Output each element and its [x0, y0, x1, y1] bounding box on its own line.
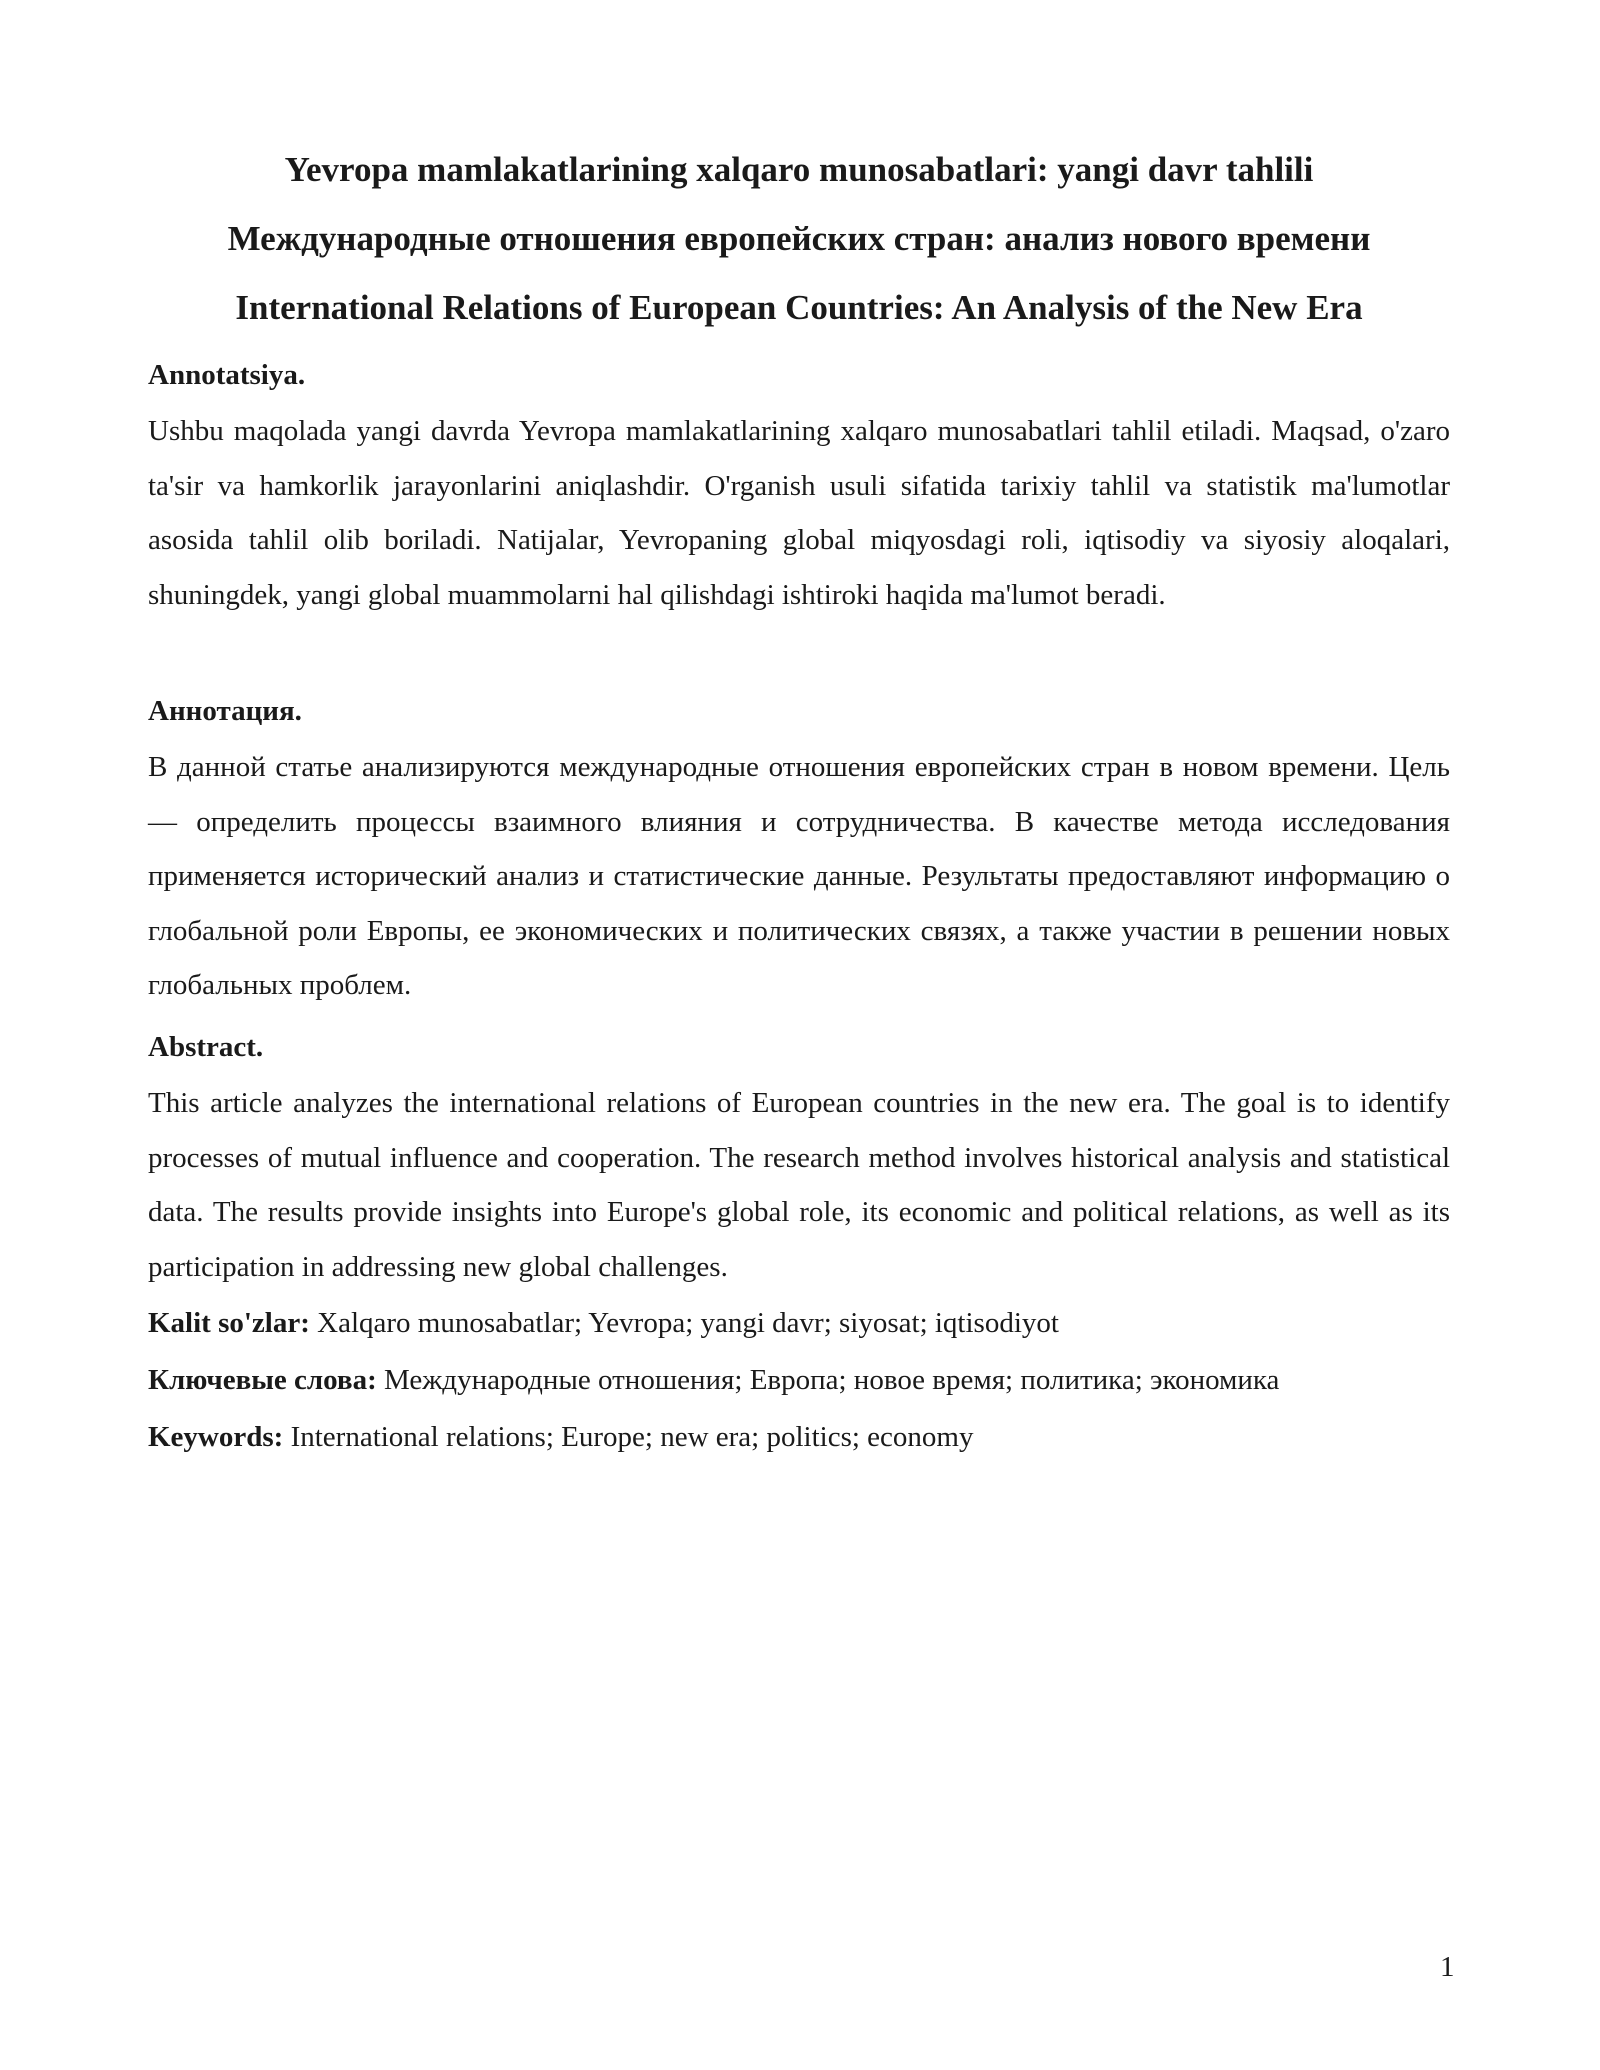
- page-number: 1: [1440, 1951, 1455, 1983]
- keywords-en-text: International relations; Europe; new era; politics; economy: [283, 1421, 974, 1453]
- keywords-en-label: Keywords:: [148, 1421, 284, 1453]
- keywords-en: [148, 1420, 973, 1454]
- keywords-uz: [148, 1306, 1059, 1340]
- keywords-uz-label: Kalit so'zlar:: [148, 1307, 310, 1339]
- abstract-en-heading: Abstract.: [148, 1031, 264, 1063]
- abstract-uz-text: Ushbu maqolada yangi davrda Yevropa mamlakatlarining xalqaro munosabatlari tahlil etiladi. Maqsad, o'zaro ta'sir va hamkorlik jarayonlarini aniqlashdir. O'rganish usuli sifatida tarixiy tahlil va statistik ma'lumotlar asosida tahlil olib boriladi. Natijalar, Yevropaning global miqyosdagi roli, iqtisodiy va siyosiy aloqalari, shuningdek, yangi global muammolarni hal qilishdagi ishtiroki haqida ma'lumot beradi.: [148, 415, 1450, 611]
- keywords-ru-label: Ключевые слова:: [148, 1364, 377, 1396]
- title-russian: Международные отношения европейских стран: анализ нового времени: [227, 219, 1371, 258]
- title-english: International Relations of European Countries: An Analysis of the New Era: [235, 288, 1363, 327]
- abstract-en-text: This article analyzes the international relations of European countries in the new era. The goal is to identify processes of mutual influence and cooperation. The research method involves historical analysis and statistical data. The results provide insights into Europe's global role, its economic and political relations, as well as its participation in addressing new global challenges.: [148, 1087, 1450, 1283]
- abstract-ru-heading: Аннотация.: [148, 695, 302, 727]
- keywords-uz-text: Xalqaro munosabatlar; Yevropa; yangi davr; siyosat; iqtisodiyot: [309, 1307, 1059, 1339]
- abstract-ru-text: В данной статье анализируются международные отношения европейских стран в новом времени. Цель — определить процессы взаимного влияния и сотрудничества. В качестве метода исследования применяется исторический анализ и статистические данные. Результаты предоставляют информацию о глобальной роли Европы, ее экономических и политических связях, а также участии в решении новых глобальных проблем.: [148, 751, 1450, 1001]
- title-uzbek: Yevropa mamlakatlarining xalqaro munosabatlari: yangi davr tahlili: [284, 150, 1314, 189]
- abstract-uz-heading: Annotatsiya.: [148, 359, 306, 391]
- keywords-ru: [148, 1363, 1279, 1397]
- keywords-ru-text: Международные отношения; Европа; новое время; политика; экономика: [376, 1364, 1280, 1396]
